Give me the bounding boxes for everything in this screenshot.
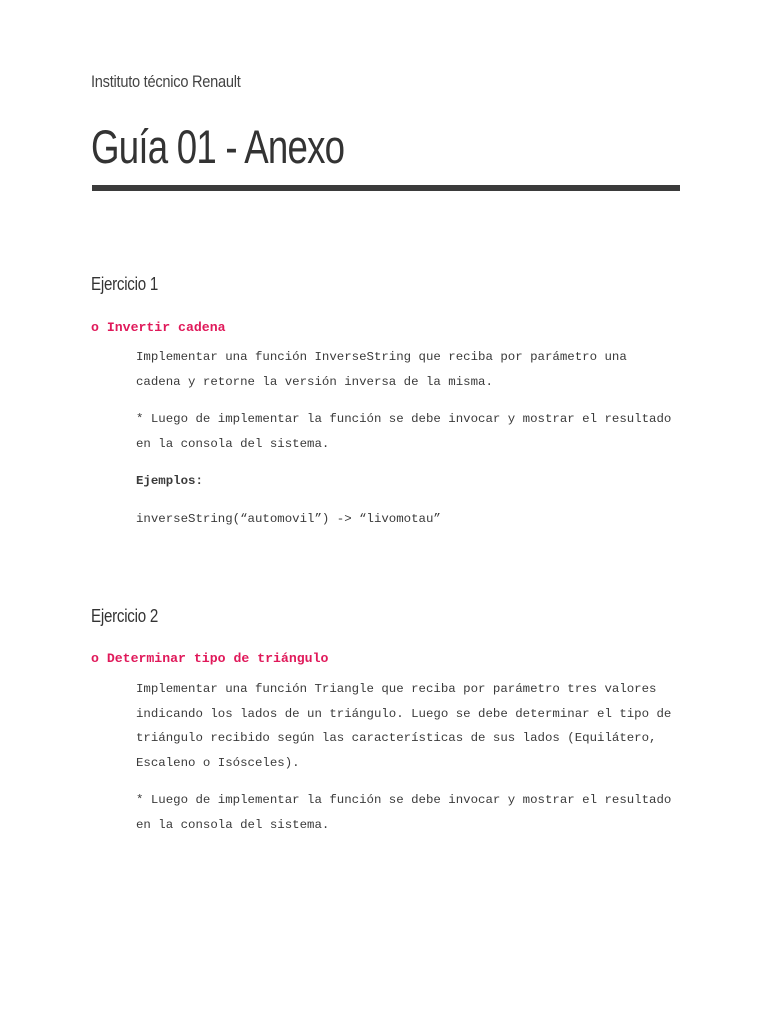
exercise-2-heading: Ejercicio 2 [91,606,158,626]
exercise-1-heading: Ejercicio 1 [91,274,158,294]
exercise-1-note: * Luego de implementar la función se debe invocar y mostrar el resultado en la consola del sistema. [136,412,672,451]
title-divider [92,185,680,191]
exercise-1-subtitle: o Invertir cadena [91,320,226,335]
exercise-2-subtitle: o Determinar tipo de triángulo [91,651,329,666]
institute-name: Instituto técnico Renault [91,72,241,91]
exercise-1-example: inverseString(“automovil”) -> “livomotau” [136,512,441,526]
exercise-1-examples-label: Ejemplos: [136,474,203,488]
page-title: Guía 01 - Anexo [91,120,345,173]
exercise-2-note: * Luego de implementar la función se debe invocar y mostrar el resultado en la consola del sistema. [136,793,672,832]
exercise-1-description: Implementar una función InverseString que reciba por parámetro una cadena y retorne la versión inversa de la misma. [136,350,627,389]
exercise-2-description: Implementar una función Triangle que reciba por parámetro tres valores indicando los lados de un triángulo. Luego se debe determinar el tipo de triángulo recibido según las características de sus lados (Equilátero, Escaleno o Isósceles). [136,682,672,770]
